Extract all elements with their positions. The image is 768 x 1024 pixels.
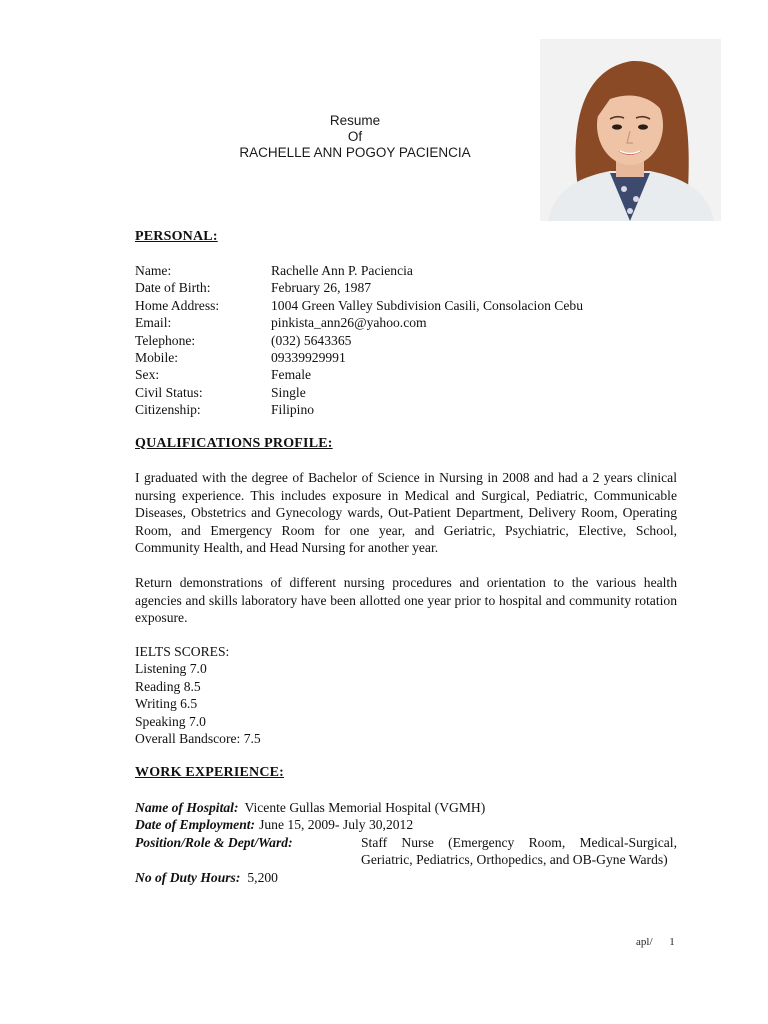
field-label: Name: <box>135 263 172 278</box>
work-label: Name of Hospital: <box>135 800 239 815</box>
page-footer <box>636 936 675 948</box>
field-value: 1004 Green Valley Subdivision Casili, Consolacion Cebu <box>271 297 584 313</box>
field-row-telephone <box>135 332 695 349</box>
title-line-resume: Resume <box>329 113 381 128</box>
field-label: Email: <box>135 315 172 331</box>
field-row-civil-status <box>135 384 695 401</box>
field-row-dob <box>135 279 695 296</box>
field-value: February 26, 1987 <box>271 280 372 296</box>
field-value: pinkista_ann26@yahoo.com <box>271 315 427 331</box>
title-line-name: RACHELLE ANN POGOY PACIENCIA <box>239 145 471 160</box>
qualifications-paragraph-1: I graduated with the degree of Bachelor of Science in Nursing in 2008 and had a 2 years clinical nursing experience. This includes exposure in Medical and Surgical, Pediatric, Communicable Diseases, Obstetrics and Gynecology wards, Out-Patient Department, Delivery Room, Operating Room, and Emergency Room for one year, and Geriatric, Psychiatric, Elective, School, Community Health, and Head Nursing for another year. <box>135 470 677 556</box>
field-value: Single <box>271 384 306 400</box>
work-heading: WORK EXPERIENCE: <box>135 765 285 780</box>
field-value: Filipino <box>271 402 315 418</box>
personal-heading: PERSONAL: <box>135 229 218 244</box>
ielts-score-listening: Listening 7.0 <box>135 661 207 677</box>
ielts-scores <box>135 643 677 747</box>
ielts-score-overall: Overall Bandscore: 7.5 <box>135 730 261 746</box>
work-row-hospital <box>135 799 677 816</box>
field-value: 09339929991 <box>271 349 346 365</box>
field-label: Citizenship: <box>135 402 201 418</box>
work-label: Date of Employment: <box>135 817 256 833</box>
field-label: Date of Birth: <box>135 280 211 296</box>
field-label: Telephone: <box>135 332 196 348</box>
work-label: Position/Role & Dept/Ward: <box>135 834 293 850</box>
field-value: Female <box>271 367 312 383</box>
qualifications-heading: QUALIFICATIONS PROFILE: <box>135 436 333 451</box>
ielts-score-writing: Writing 6.5 <box>135 696 198 712</box>
work-experience <box>135 799 677 886</box>
field-row-email <box>135 314 695 331</box>
work-row-date <box>135 816 677 833</box>
work-value: 5,200 <box>247 869 278 885</box>
ielts-score-speaking: Speaking 7.0 <box>135 713 206 729</box>
page-number: 1 <box>669 936 675 948</box>
field-value: Rachelle Ann P. Paciencia <box>271 263 413 278</box>
ielts-score-reading: Reading 8.5 <box>135 678 201 694</box>
title-line-of: Of <box>347 129 363 144</box>
work-label: No of Duty Hours: <box>135 869 241 885</box>
work-row-hours <box>135 869 677 886</box>
field-label: Mobile: <box>135 349 179 365</box>
work-row-position <box>135 834 677 869</box>
field-row-citizenship <box>135 401 695 418</box>
field-row-sex <box>135 366 695 383</box>
ielts-heading: IELTS SCORES: <box>135 644 230 659</box>
field-label: Home Address: <box>135 297 220 313</box>
work-value: Staff Nurse (Emergency Room, Medical-Surgical, Geriatric, Pediatrics, Orthopedics, and OB-Gyne Wards) <box>361 834 677 868</box>
qualifications-paragraph-2: Return demonstrations of different nursing procedures and orientation to the various health agencies and skills laboratory have been allotted one year prior to hospital and community rotation exposure. <box>135 575 677 626</box>
field-label: Civil Status: <box>135 384 203 400</box>
field-label: Sex: <box>135 367 160 383</box>
profile-photo <box>540 39 721 221</box>
work-value: June 15, 2009- July 30,2012 <box>259 817 414 833</box>
field-value: (032) 5643365 <box>271 332 352 348</box>
field-row-address <box>135 297 695 314</box>
personal-fields <box>135 262 695 419</box>
footer-ref: apl/ <box>636 936 653 948</box>
resume-title <box>135 113 575 161</box>
work-value: Vicente Gullas Memorial Hospital (VGMH) <box>244 800 486 815</box>
field-row-mobile <box>135 349 695 366</box>
field-row-name <box>135 262 695 279</box>
